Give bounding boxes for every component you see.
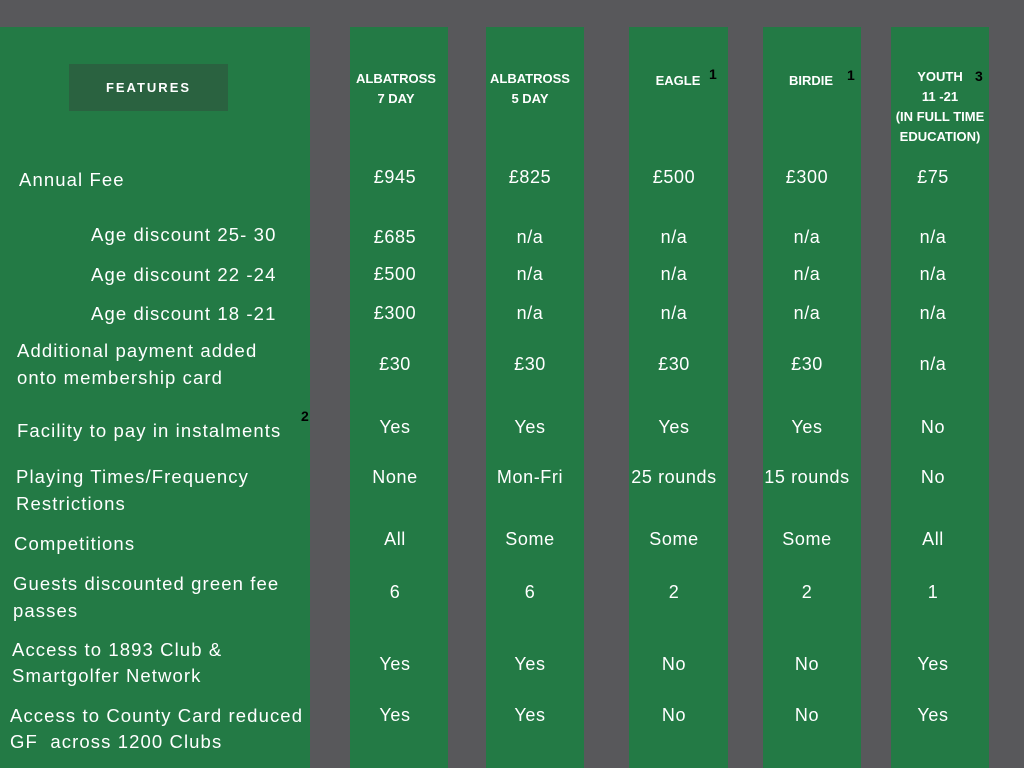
- footnote-marker: 2: [301, 408, 309, 424]
- cell-value: £825: [508, 166, 552, 187]
- cell-value: £945: [373, 166, 417, 187]
- row-label-line: Access to 1893 Club &: [12, 639, 223, 660]
- cell-value: No: [794, 704, 820, 725]
- cell-value: 25 rounds: [631, 466, 717, 487]
- row-values-county-card-access: [0, 702, 1024, 729]
- cell-value: £30: [379, 353, 411, 374]
- row-values-annual-fee: [0, 164, 1024, 191]
- cell-value: n/a: [793, 226, 821, 247]
- column-header-eagle: [618, 71, 738, 91]
- cell-value: Yes: [917, 653, 949, 674]
- cell-value: 6: [389, 581, 401, 602]
- cell-value: 2: [801, 581, 813, 602]
- cell-value: Yes: [514, 704, 546, 725]
- column-header-line: EAGLE: [655, 73, 701, 88]
- row-label-line: onto membership card: [17, 366, 224, 388]
- cell-value: n/a: [919, 263, 947, 284]
- row-values-competitions: [0, 526, 1024, 553]
- row-values-1893-club-access: [0, 651, 1024, 678]
- cell-value: Some: [649, 528, 699, 549]
- cell-value: None: [372, 466, 418, 487]
- row-label-line: Restrictions: [16, 492, 126, 514]
- column-header-albatross-7-day: [336, 69, 456, 109]
- cell-value: n/a: [660, 302, 688, 323]
- cell-value: £500: [373, 263, 417, 284]
- cell-value: Yes: [514, 653, 546, 674]
- cell-value: All: [922, 528, 944, 549]
- column-header-line: ALBATROSS: [490, 71, 570, 86]
- cell-value: n/a: [919, 353, 947, 374]
- cell-value: No: [661, 704, 687, 725]
- cell-value: £500: [652, 166, 696, 187]
- cell-value: n/a: [516, 302, 544, 323]
- cell-value: £75: [917, 166, 949, 187]
- row-values-age-discount-18-21: [0, 300, 1024, 327]
- row-values-playing-restrictions: [0, 464, 1024, 491]
- row-label-line: Competitions: [14, 532, 136, 554]
- cell-value: n/a: [793, 263, 821, 284]
- cell-value: Mon-Fri: [496, 466, 564, 487]
- features-label: FEATURES: [105, 80, 192, 95]
- row-values-guest-passes: [0, 579, 1024, 606]
- cell-value: Yes: [379, 416, 411, 437]
- column-header-line: BIRDIE: [788, 73, 834, 88]
- cell-value: 1: [927, 581, 939, 602]
- cell-value: No: [794, 653, 820, 674]
- row-values-age-discount-25-30: [0, 224, 1024, 251]
- footnote-marker: 3: [975, 68, 983, 84]
- cell-value: No: [920, 416, 946, 437]
- row-label-line: Facility to pay in instalments: [17, 419, 282, 441]
- cell-value: Yes: [917, 704, 949, 725]
- cell-value: n/a: [919, 226, 947, 247]
- cell-value: Some: [782, 528, 832, 549]
- cell-value: Yes: [514, 416, 546, 437]
- row-label-line: Age discount 18 -21: [91, 302, 277, 324]
- column-header-line: YOUTH: [917, 69, 963, 84]
- cell-value: 6: [524, 581, 536, 602]
- row-values-instalments: [0, 414, 1024, 441]
- column-header-line: EDUCATION): [899, 129, 981, 144]
- row-label-line: Annual Fee: [19, 168, 125, 190]
- cell-value: Yes: [379, 653, 411, 674]
- row-values-additional-payment: [0, 351, 1024, 378]
- cell-value: £300: [785, 166, 829, 187]
- row-label-line: Smartgolfer Network: [12, 665, 202, 686]
- cell-value: n/a: [516, 226, 544, 247]
- cell-value: Some: [505, 528, 555, 549]
- row-label-line: passes: [13, 599, 79, 621]
- cell-value: £30: [514, 353, 546, 374]
- cell-value: Yes: [791, 416, 823, 437]
- row-label-line: Access to County Card reduced: [10, 705, 304, 726]
- row-label-line: Guests discounted green fee: [13, 572, 280, 594]
- cell-value: 15 rounds: [764, 466, 850, 487]
- row-label-line: Playing Times/Frequency: [16, 465, 250, 487]
- row-label-line: GF across 1200 Clubs: [10, 731, 223, 752]
- column-header-albatross-5-day: [470, 69, 590, 109]
- cell-value: Yes: [379, 704, 411, 725]
- footnote-marker: 1: [847, 67, 855, 83]
- features-header: [69, 64, 228, 111]
- cell-value: £300: [373, 302, 417, 323]
- footnote-marker: 1: [709, 66, 717, 82]
- cell-value: Yes: [658, 416, 690, 437]
- cell-value: n/a: [793, 302, 821, 323]
- cell-value: n/a: [516, 263, 544, 284]
- row-values-age-discount-22-24: [0, 261, 1024, 288]
- column-header-line: 11 -21: [921, 89, 959, 104]
- row-label-line: Age discount 22 -24: [91, 263, 277, 285]
- row-label-line: Age discount 25- 30: [91, 223, 277, 245]
- column-header-line: ALBATROSS: [356, 71, 436, 86]
- column-header-line: (IN FULL TIME: [895, 109, 985, 124]
- cell-value: £30: [791, 353, 823, 374]
- cell-value: All: [384, 528, 406, 549]
- cell-value: £30: [658, 353, 690, 374]
- column-header-line: 7 DAY: [377, 91, 415, 106]
- cell-value: n/a: [660, 263, 688, 284]
- cell-value: No: [920, 466, 946, 487]
- cell-value: 2: [668, 581, 680, 602]
- cell-value: n/a: [660, 226, 688, 247]
- cell-value: No: [661, 653, 687, 674]
- row-label-line: Additional payment added: [17, 339, 258, 361]
- cell-value: n/a: [919, 302, 947, 323]
- column-header-line: 5 DAY: [511, 91, 549, 106]
- cell-value: £685: [373, 226, 417, 247]
